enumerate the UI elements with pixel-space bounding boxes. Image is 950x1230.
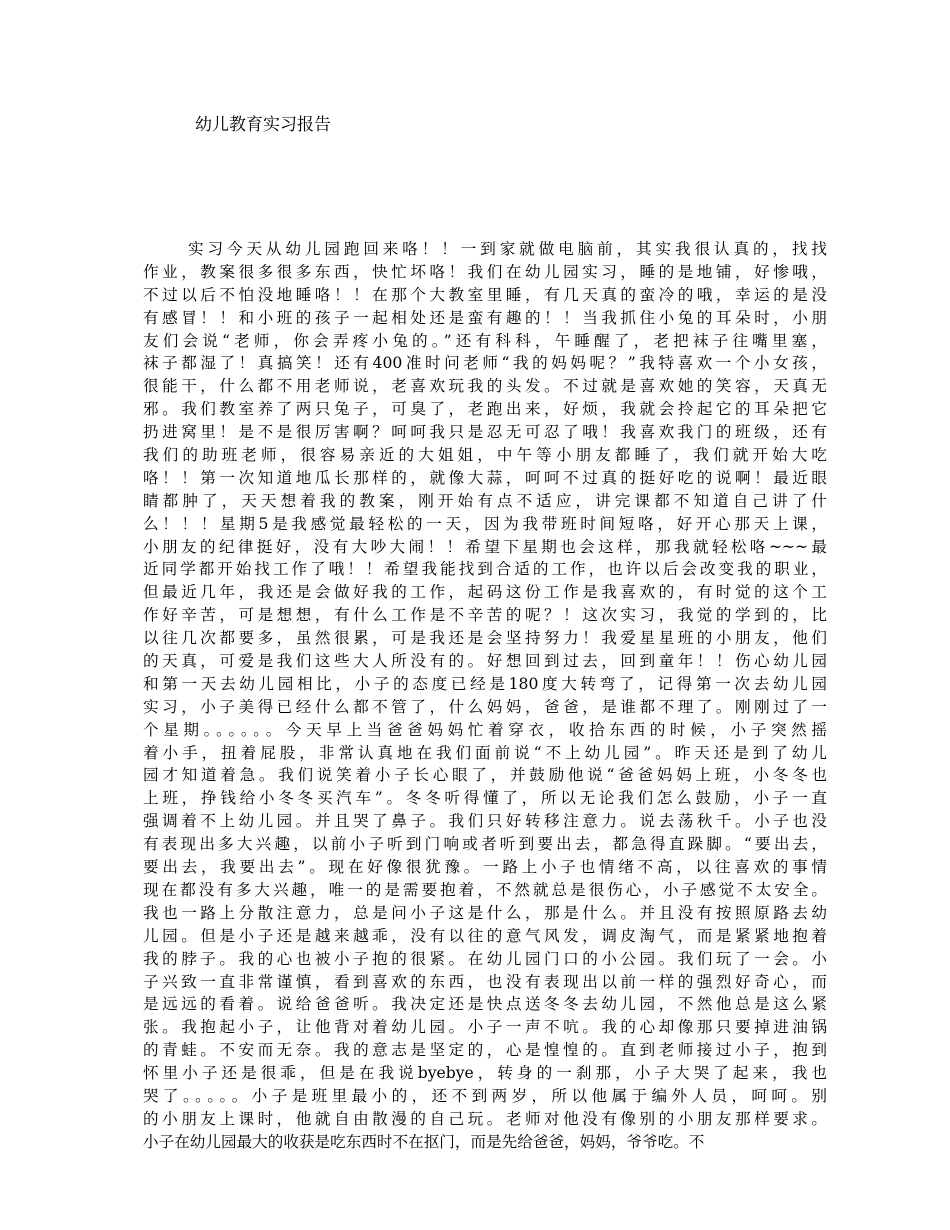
body-line: 以往几次都要多，虽然很累，可是我还是会坚持努力！我爱星星班的小朋友，他们 (143, 629, 827, 648)
body-line: 咯！！第一次知道地瓜长那样的，就像大蒜，呵呵不过真的挺好吃的说啊！最近眼 (143, 468, 827, 487)
body-line: 要出去，我要出去”。现在好像很犹豫。一路上小子也情绪不高，以往喜欢的事情 (143, 858, 827, 877)
body-line: 子兴致一直非常谨慎，看到喜欢的东西，也没有表现出以前一样的强烈好奇心，而 (143, 972, 827, 991)
body-line: 小朋友的纪律挺好，没有大吵大闹！！希望下星期也会这样，那我就轻松咯~~~最 (143, 537, 827, 556)
body-line: 作业，教案很多很多东西，快忙坏咯！我们在幼儿园实习，睡的是地铺，好惨哦， (143, 262, 827, 281)
body-line: 不过以后不怕没地睡咯！！在那个大教室里睡，有几天真的蛮冷的哦，幸运的是没 (143, 285, 827, 304)
body-line: 友们会说“老师，你会弄疼小兔的。”还有科科，午睡醒了，老把袜子往嘴里塞， (143, 331, 827, 350)
body-line: 袜子都湿了！真搞笑！还有400准时问老师“我的妈妈呢？”我特喜欢一个小女孩， (143, 354, 827, 373)
body-line: 有感冒！！和小班的孩子一起相处还是蛮有趣的！！当我抓住小兔的耳朵时，小朋 (143, 308, 827, 327)
body-line: 是远远的看着。说给爸爸听。我决定还是快点送冬冬去幼儿园，不然他总是这么紧 (143, 995, 827, 1014)
body-line: 个星期。。。。。。今天早上当爸爸妈妈忙着穿衣，收拾东西的时候，小子突然摇 (143, 720, 827, 739)
body-line: 的青蛙。不安而无奈。我的意志是坚定的，心是惶惶的。直到老师接过小子，抱到 (143, 1041, 827, 1060)
body-line: 和第一天去幼儿园相比，小子的态度已经是180度大转弯了，记得第一次去幼儿园 (143, 674, 827, 693)
body-line: 我也一路上分散注意力，总是问小子这是什么，那是什么。并且没有按照原路去幼 (143, 903, 827, 922)
body-line: 着小手，扭着屁股，非常认真地在我们面前说“不上幼儿园”。昨天还是到了幼儿 (143, 743, 827, 762)
body-line: 的天真，可爱是我们这些大人所没有的。好想回到过去，回到童年！！伤心幼儿园 (143, 652, 827, 671)
body-line: 上班，挣钱给小冬冬买汽车”。冬冬听得懂了，所以无论我们怎么鼓励，小子一直 (143, 789, 827, 808)
body-line: 邪。我们教室养了两只兔子，可臭了，老跑出来，好烦，我就会拎起它的耳朵把它 (143, 400, 827, 419)
body-line: 强调着不上幼儿园。并且哭了鼻子。我们只好转移注意力。说去荡秋千。小子也没 (143, 812, 827, 831)
document-body (143, 238, 827, 1154)
body-line: 张。我抱起小子，让他背对着幼儿园。小子一声不吭。我的心却像那只要掉进油锅 (143, 1018, 827, 1037)
body-line: 但最近几年，我还是会做好我的工作，起码这份工作是我喜欢的，有时觉的这个工 (143, 583, 827, 602)
body-line: 我们的助班老师，很容易亲近的大姐姐，中午等小朋友都睡了，我们就开始大吃 (143, 446, 827, 465)
body-line: 儿园。但是小子还是越来越乖，没有以往的意气风发，调皮淘气，而是紧紧地抱着 (143, 926, 827, 945)
body-line: 怀里小子还是很乖，但是在我说byebye，转身的一刹那，小子大哭了起来，我也 (143, 1064, 827, 1083)
body-line: 小子在幼儿园最大的收获是吃东西时不在抠门，而是先给爸爸，妈妈，爷爷吃。不 (143, 1132, 705, 1151)
body-line: 的小朋友上课时，他就自由散漫的自己玩。老师对他没有像别的小朋友那样要求。 (143, 1109, 827, 1128)
body-line: 扔进窝里！是不是很厉害啊？呵呵我只是忍无可忍了哦！我喜欢我门的班级，还有 (143, 423, 827, 442)
body-line: 实习今天从幼儿园跑回来咯！！一到家就做电脑前，其实我很认真的，找找 (188, 240, 827, 258)
body-line: 实习，小子美得已经什么都不管了，什么妈妈，爸爸，是谁都不理了。刚刚过了一 (143, 697, 827, 716)
body-line: 很能干，什么都不用老师说，老喜欢玩我的头发。不过就是喜欢她的笑容，天真无 (143, 377, 827, 396)
document-title: 幼儿教育实习报告 (195, 115, 331, 135)
body-line: 我的脖子。我的心也被小子抱的很紧。在幼儿园门口的小公园。我们玩了一会。小 (143, 949, 827, 968)
body-line: 近同学都开始找工作了哦！！希望我能找到合适的工作，也许以后会改变我的职业， (143, 560, 827, 579)
body-line: 有表现出多大兴趣，以前小子听到门响或者听到要出去，都急得直跺脚。“要出去， (143, 835, 827, 854)
body-line: 作好辛苦，可是想想，有什么工作是不辛苦的呢？！这次实习，我觉的学到的，比 (143, 606, 827, 625)
body-line: 睛都肿了，天天想着我的教案，刚开始有点不适应，讲完课都不知道自己讲了什 (143, 491, 827, 510)
body-line: 现在都没有多大兴趣，唯一的是需要抱着，不然就总是很伤心，小子感觉不太安全。 (143, 880, 827, 899)
body-line: 园才知道着急。我们说笑着小子长心眼了，并鼓励他说“爸爸妈妈上班，小冬冬也 (143, 766, 827, 785)
body-line: 么！！！星期5是我感觉最轻松的一天，因为我带班时间短咯，好开心那天上课， (143, 514, 827, 533)
body-line: 哭了。。。。。小子是班里最小的，还不到两岁，所以他属于编外人员，呵呵。别 (143, 1086, 827, 1105)
